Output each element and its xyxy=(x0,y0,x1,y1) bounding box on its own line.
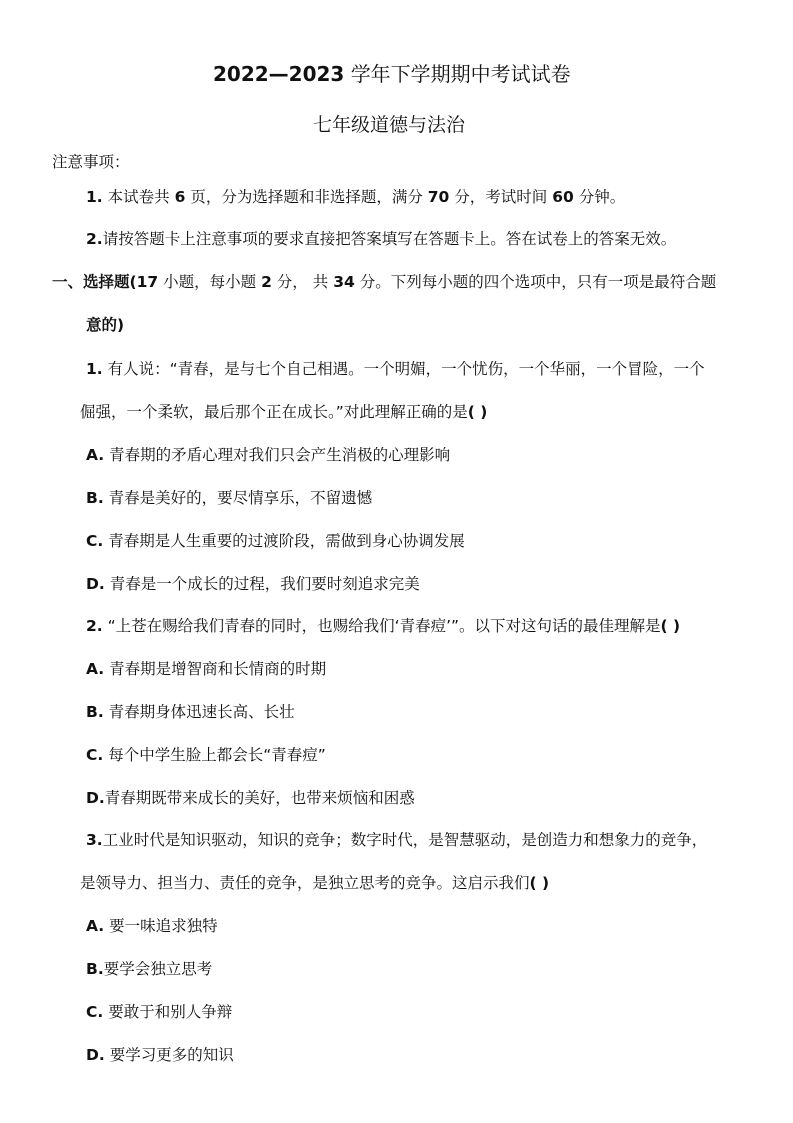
answer-paren: ( ) xyxy=(529,874,550,892)
section-heading xyxy=(52,272,716,292)
option-text: 要敢于和别人争辩 xyxy=(108,1003,233,1021)
option-3d xyxy=(86,1045,234,1065)
option-text: 青春是美好的，要尽情享乐，不留遗憾 xyxy=(108,489,373,507)
option-2d xyxy=(86,788,415,808)
section-text: 小题，每小题 xyxy=(163,273,257,291)
question-number: 1. xyxy=(86,360,103,378)
option-letter: D. xyxy=(86,575,105,593)
notice-item-text: 页，分为选择题和非选择题，满分 xyxy=(190,188,423,206)
option-3c xyxy=(86,1002,232,1022)
notice-item-score: 70 xyxy=(427,188,450,206)
answer-paren: ( ) xyxy=(467,403,488,421)
option-letter: B. xyxy=(86,703,104,721)
question-1-stem xyxy=(86,359,705,379)
option-letter: C. xyxy=(86,1003,104,1021)
option-letter: A. xyxy=(86,446,105,464)
option-letter: C. xyxy=(86,746,104,764)
question-text: 工业时代是知识驱动，知识的竞争；数字时代，是智慧驱动，是创造力和想象力的竞争， xyxy=(102,831,708,849)
option-text: 要学习更多的知识 xyxy=(109,1046,234,1064)
section-heading-continued: 意的) xyxy=(86,316,125,334)
section-text: 分， xyxy=(276,273,308,291)
option-letter: A. xyxy=(86,660,105,678)
question-text: 有人说：“青春，是与七个自己相遇。一个明媚，一个忧伤，一个华丽，一个冒险，一个 xyxy=(107,360,705,378)
notice-item-1 xyxy=(86,187,625,207)
option-1d xyxy=(86,574,420,594)
question-2-stem xyxy=(86,616,680,636)
option-letter: A. xyxy=(86,917,105,935)
notice-item-page-count: 6 xyxy=(174,188,186,206)
option-1b xyxy=(86,488,372,508)
section-prefix: 一、 xyxy=(52,273,84,291)
question-text: 是领导力、担当力、责任的竞争，是独立思考的竞争。这启示我们 xyxy=(80,874,530,892)
option-2b xyxy=(86,702,295,722)
notice-item-text: 分钟。 xyxy=(578,188,626,206)
exam-title-year: 2022—2023 xyxy=(213,62,345,86)
notice-heading: 注意事项： xyxy=(52,153,130,171)
option-2c xyxy=(86,745,326,765)
notice-item-text: 请按答题卡上注意事项的要求直接把答案填写在答题卡上。答在试卷上的答案无效。 xyxy=(102,230,677,248)
option-letter: B. xyxy=(86,489,104,507)
section-points-each: 2 xyxy=(261,273,272,291)
question-number: 3. xyxy=(86,831,103,849)
question-text: 倔强，一个柔软，最后那个正在成长。”对此理解正确的是 xyxy=(80,403,468,421)
option-text: 青春是一个成长的过程，我们要时刻追求完美 xyxy=(109,575,420,593)
option-letter: D. xyxy=(86,789,105,807)
question-3-stem-continued xyxy=(80,873,549,893)
question-text: “上苍在赐给我们青春的同时，也赐给我们‘青春痘’”。以下对这句话的最佳理解是 xyxy=(107,617,661,635)
option-text: 青春期是人生重要的过渡阶段，需做到身心协调发展 xyxy=(108,532,465,550)
option-letter: B. xyxy=(86,960,104,978)
section-text: 分。下列每小题的四个选项中，只有一项是最符合题 xyxy=(359,273,717,291)
notice-item-text: 分，考试时间 xyxy=(454,188,548,206)
notice-item-number: 2. xyxy=(86,230,103,248)
option-text: 要一味追求独特 xyxy=(109,917,218,935)
notice-item-number: 1. xyxy=(86,188,103,206)
question-3-stem xyxy=(86,830,707,850)
option-letter: D. xyxy=(86,1046,105,1064)
option-3a xyxy=(86,916,218,936)
option-2a xyxy=(86,659,326,679)
option-text: 要学会独立思考 xyxy=(103,960,213,978)
option-text: 青春期是增智商和长情商的时期 xyxy=(109,660,327,678)
exam-subtitle: 七年级道德与法治 xyxy=(313,114,466,136)
option-1c xyxy=(86,531,465,551)
option-text: 青春期身体迅速长高、长壮 xyxy=(108,703,295,721)
answer-paren: ( ) xyxy=(660,617,681,635)
notice-item-time: 60 xyxy=(552,188,574,206)
option-3b xyxy=(86,959,212,979)
exam-title-text: 学年下学期期中考试试卷 xyxy=(350,62,571,86)
option-letter: C. xyxy=(86,532,104,550)
question-number: 2. xyxy=(86,617,103,635)
option-1a xyxy=(86,445,450,465)
notice-item-2 xyxy=(86,229,676,249)
notice-item-text: 本试卷共 xyxy=(107,188,170,206)
option-text: 青春期的矛盾心理对我们只会产生消极的心理影响 xyxy=(109,446,451,464)
option-text: 每个中学生脸上都会长“青春痘” xyxy=(108,746,326,764)
section-label: 选择题(17 xyxy=(83,273,159,291)
exam-title xyxy=(213,61,571,87)
section-points-total: 34 xyxy=(333,273,355,291)
question-1-stem-continued xyxy=(80,402,487,422)
section-text: 共 xyxy=(312,273,329,291)
option-text: 青春期既带来成长的美好，也带来烦恼和困惑 xyxy=(104,789,415,807)
